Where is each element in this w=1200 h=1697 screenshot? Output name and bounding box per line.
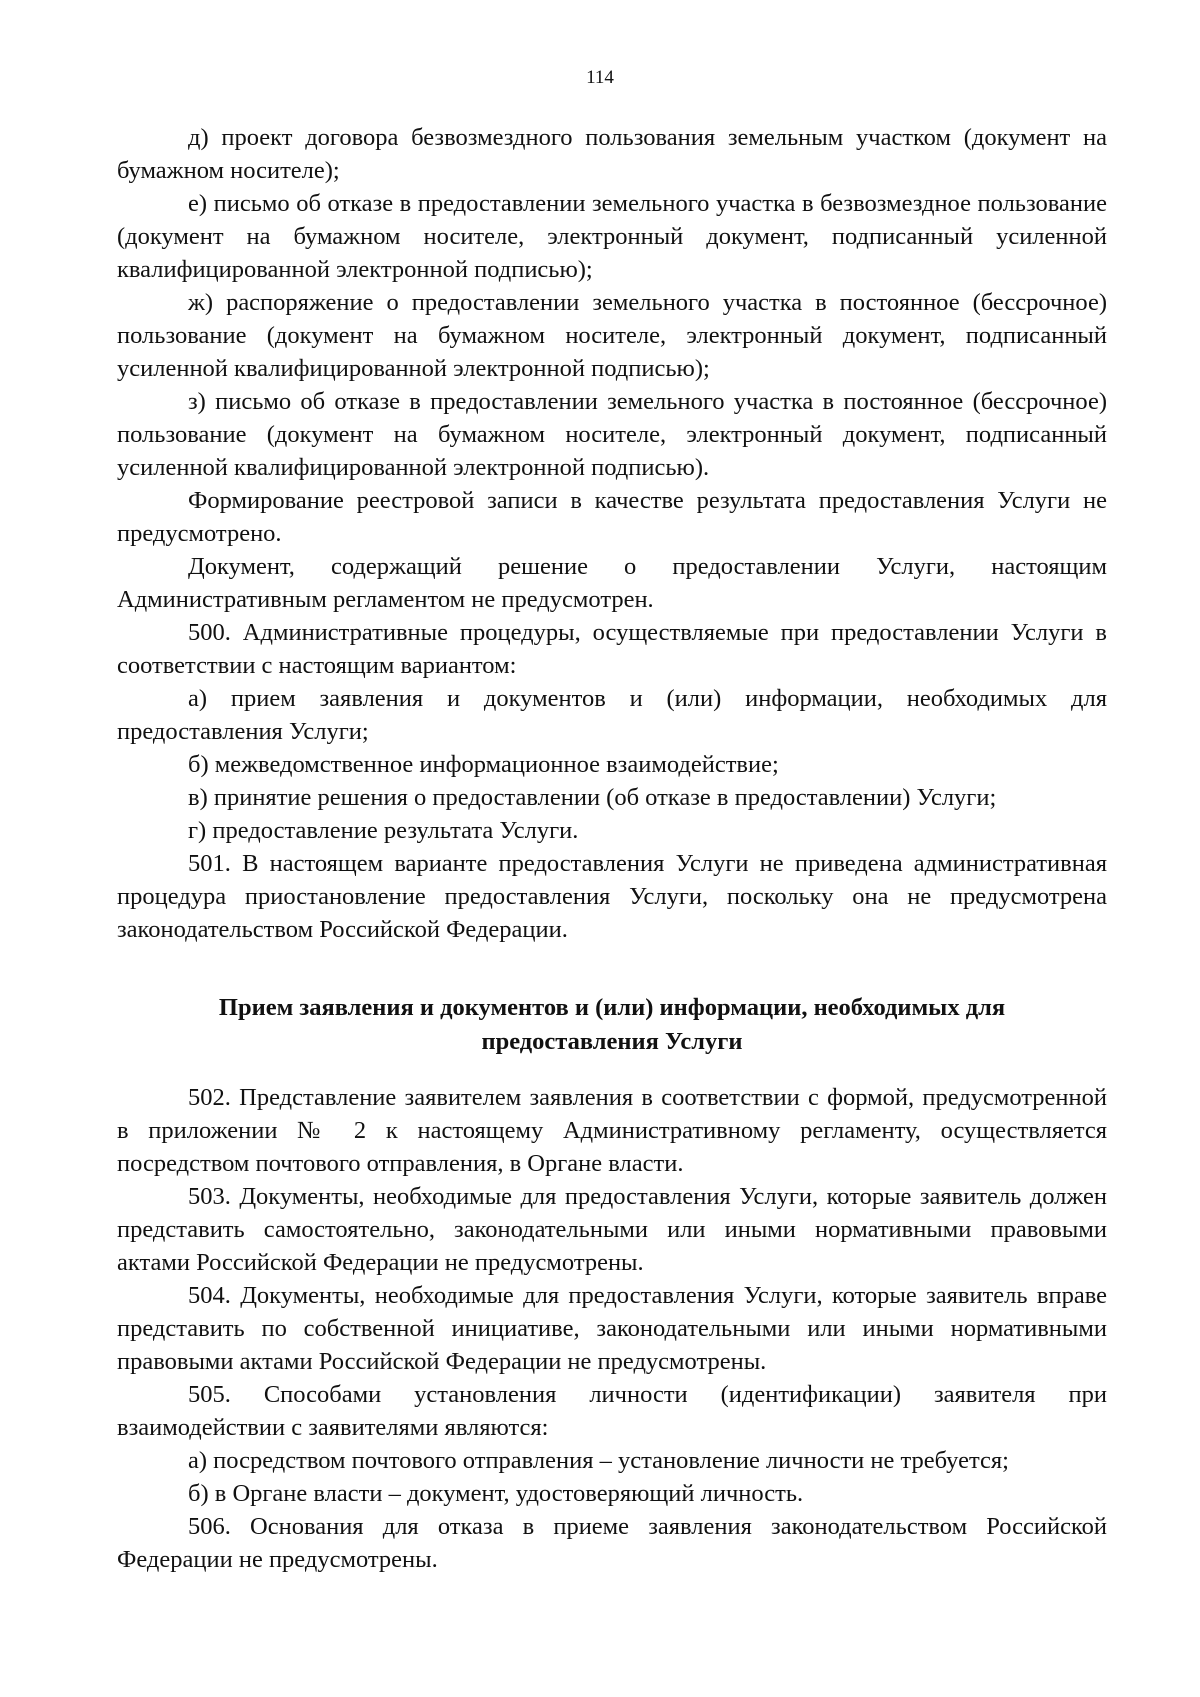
- paragraph-505: 505. Способами установления личности (идентификации) заявителя при взаимодействии с заявителями являются:: [117, 1381, 1107, 1441]
- list-item-a-pochta: а) посредством почтового отправления – установление личности не требуется;: [188, 1447, 1009, 1474]
- paragraph-dokument-reshenie: Документ, содержащий решение о предоставлении Услуги, настоящим Административным регламентом не предусмотрен.: [117, 553, 1107, 613]
- page-number: 114: [586, 67, 614, 88]
- paragraph-zh-rasporyazhenie: ж) распоряжение о предоставлении земельного участка в постоянное (бессрочное) пользование (документ на бумажном носителе, электронный документ, подписанный усиленной квалифицированной электронной подписью);: [117, 289, 1107, 382]
- paragraph-502: 502. Представление заявителем заявления в соответствии с формой, предусмотренной в приложении № 2 к настоящему Административному регламенту, осуществляется посредством почтового отправления, в Органе власти.: [117, 1084, 1107, 1177]
- list-item-b-vzaimodeistvie: б) межведомственное информационное взаимодействие;: [188, 751, 779, 778]
- list-item-a-priem: а) прием заявления и документов и (или) информации, необходимых для предоставления Услуги;: [117, 685, 1107, 745]
- section-heading-line-1: Прием заявления и документов и (или) информации, необходимых для: [218, 994, 1006, 1021]
- section-heading-line-2: предоставления Услуги: [481, 1028, 743, 1055]
- list-item-v-reshenie: в) принятие решения о предоставлении (об отказе в предоставлении) Услуги;: [188, 784, 997, 811]
- paragraph-506: 506. Основания для отказа в приеме заявления законодательством Российской Федерации не предусмотрены.: [117, 1513, 1107, 1573]
- paragraph-501: 501. В настоящем варианте предоставления Услуги не приведена административная процедура приостановление предоставления Услуги, поскольку она не предусмотрена законодательством Российской Федерации.: [117, 850, 1107, 943]
- paragraph-e-otkaz-bezvozmezdnoe: е) письмо об отказе в предоставлении земельного участка в безвозмездное пользование (документ на бумажном носителе, электронный документ, подписанный усиленной квалифицированной электронной подписью);: [117, 190, 1107, 283]
- list-item-b-organ-vlasti: б) в Органе власти – документ, удостоверяющий личность.: [188, 1480, 804, 1507]
- paragraph-503: 503. Документы, необходимые для предоставления Услуги, которые заявитель должен представить самостоятельно, законодательными или иными нормативными правовыми актами Российской Федерации не предусмотрены.: [117, 1183, 1107, 1276]
- section-heading: [117, 991, 1107, 1059]
- paragraph-500: 500. Административные процедуры, осуществляемые при предоставлении Услуги в соответствии с настоящим вариантом:: [117, 619, 1107, 679]
- paragraph-504: 504. Документы, необходимые для предоставления Услуги, которые заявитель вправе представить по собственной инициативе, законодательными или иными нормативными правовыми актами Российской Федерации не предусмотрены.: [117, 1282, 1107, 1375]
- document-body: [117, 121, 1107, 1576]
- paragraph-d-dogovor: д) проект договора безвозмездного пользования земельным участком (документ на бумажном носителе);: [117, 124, 1107, 184]
- list-item-g-rezultat: г) предоставление результата Услуги.: [188, 817, 579, 844]
- paragraph-z-otkaz-postoyannoe: з) письмо об отказе в предоставлении земельного участка в постоянное (бессрочное) пользование (документ на бумажном носителе, электронный документ, подписанный усиленной квалифицированной электронной подписью).: [117, 388, 1107, 481]
- paragraph-reestrovaya-zapis: Формирование реестровой записи в качестве результата предоставления Услуги не предусмотрено.: [117, 487, 1107, 547]
